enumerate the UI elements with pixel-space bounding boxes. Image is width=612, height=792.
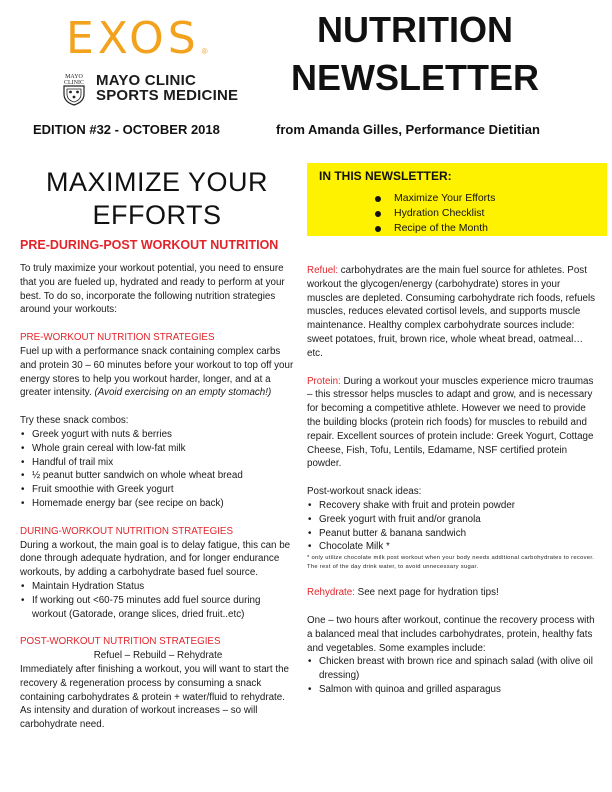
mayo-line2: SPORTS MEDICINE xyxy=(96,87,239,104)
list-item: • Fruit smoothie with Greek yogurt xyxy=(20,483,296,497)
post-workout-tagline: Refuel – Rebuild – Rehydrate xyxy=(93,650,223,662)
post-workout-section xyxy=(20,635,296,732)
snack-intro: Try these snack combos: xyxy=(20,415,129,427)
list-item: • Salmon with quinoa and grilled asparagus xyxy=(307,683,597,697)
post-workout-body: Immediately after finishing a workout, you will want to start the recovery & regeneration process by consuming a snack containing carbohydrates & protein + water/fluid to rehydrate. As intensity and duration of workout increases – so will carbohydrate need. xyxy=(20,663,289,731)
post-ideas-list xyxy=(307,499,597,554)
during-workout-section xyxy=(20,525,296,622)
during-list xyxy=(20,580,296,621)
author-label: from Amanda Gilles, Performance Dietitian xyxy=(276,122,540,137)
rehydrate-label: Rehydrate: xyxy=(307,587,355,599)
pre-workout-body: Fuel up with a performance snack containing complex carbs and protein 30 – 60 minutes before your workout to top off your energy stores to help you workout harder, longer, and at a greater intensity. (Avoid exercising on an empty stomach!) xyxy=(20,345,294,399)
toc-item: Maximize Your Efforts xyxy=(375,191,595,206)
hero-line1: MAXIMIZE YOUR xyxy=(45,167,269,197)
protein-label: Protein: xyxy=(307,375,341,387)
list-item: • If working out <60-75 minutes add fuel source during workout (Gatorade, orange slices, dried fruit..etc) xyxy=(20,594,296,622)
meal-body: One – two hours after workout, continue the recovery process with a balanced meal that includes carbohydrates, protein, healthy fats and vegetables. Some examples include: xyxy=(307,614,595,654)
rehydrate-paragraph: Rehydrate: See next page for hydration tips! xyxy=(307,587,499,599)
pre-workout-note: (Avoid exercising on an empty stomach!) xyxy=(94,387,272,399)
in-this-newsletter-box xyxy=(307,163,607,236)
during-workout-body: During a workout, the main goal is to delay fatigue, this can be done through adequate hydration, and for longer endurance workouts, by adding a carbohydrate based fuel source. xyxy=(20,539,291,579)
in-this-title: IN THIS NEWSLETTER: xyxy=(319,169,452,183)
mayo-clinic-logo xyxy=(58,70,238,106)
list-item: • Maintain Hydration Status xyxy=(20,580,296,594)
during-workout-title: DURING-WORKOUT NUTRITION STRATEGIES xyxy=(20,525,233,537)
mayo-shield-line2: CLINIC xyxy=(64,80,84,86)
hero-line2: EFFORTS xyxy=(92,200,222,230)
refuel-label: Refuel: xyxy=(307,265,339,276)
exos-logo xyxy=(66,13,208,64)
bullet-icon xyxy=(375,196,381,202)
snack-list xyxy=(20,428,296,511)
chocolate-milk-footnote: * only utilize chocolate milk post workout when your body needs additional carbohydrates to recover. The rest of the day drink water, to avoid unnecessary sugar. xyxy=(307,555,595,571)
list-item: • Greek yogurt with fruit and/or granola xyxy=(307,513,597,527)
list-item: • ½ peanut butter sandwich on whole wheat bread xyxy=(20,469,296,483)
post-workout-title: POST-WORKOUT NUTRITION STRATEGIES xyxy=(20,636,221,648)
edition-label: EDITION #32 - OCTOBER 2018 xyxy=(33,122,220,137)
refuel-paragraph: Refuel: carbohydrates are the main fuel source for athletes. Post workout the glycogen/energy (carbohydrate) stores in your muscles are depleted. Consuming carbohydrate rich foods, refuels muscles, reduces elevated cortisol levels, and supports muscle maintenance. Healthy complex carbohydrate sources include: sweet potatoes, fruit, brown rice, whole wheat bread, oatmeal…etc. xyxy=(307,265,596,359)
pre-workout-section xyxy=(20,331,296,400)
list-item: • Recovery shake with fruit and protein powder xyxy=(307,499,597,513)
mayo-line1: MAYO CLINIC xyxy=(96,72,196,89)
title-line2: NEWSLETTER xyxy=(291,57,539,98)
list-item: • Chocolate Milk * xyxy=(307,540,597,554)
list-item: • Whole grain cereal with low-fat milk xyxy=(20,442,296,456)
list-item: • Greek yogurt with nuts & berries xyxy=(20,428,296,442)
hero-heading xyxy=(26,166,288,232)
title-line1: NUTRITION xyxy=(317,9,513,50)
left-column xyxy=(20,262,296,732)
right-column xyxy=(307,264,597,697)
section-heading: PRE-DURING-POST WORKOUT NUTRITION xyxy=(20,238,279,252)
registered-mark: ® xyxy=(201,47,208,56)
toc-item: Recipe of the Month xyxy=(375,221,595,236)
bullet-icon xyxy=(375,211,381,217)
bullet-icon xyxy=(375,226,381,232)
toc-list xyxy=(375,191,595,236)
snack-combos xyxy=(20,414,296,511)
list-item: • Peanut butter & banana sandwich xyxy=(307,527,597,541)
list-item: • Handful of trail mix xyxy=(20,456,296,470)
meal-section xyxy=(307,614,597,697)
list-item: • Chicken breast with brown rice and spinach salad (with olive oil dressing) xyxy=(307,655,597,683)
pre-workout-title: PRE-WORKOUT NUTRITION STRATEGIES xyxy=(20,332,215,344)
mayo-shield-line1: MAYO xyxy=(65,74,83,80)
toc-item: Hydration Checklist xyxy=(375,206,595,221)
list-item: • Homemade energy bar (see recipe on back) xyxy=(20,497,296,511)
mayo-wordmark xyxy=(96,73,238,103)
post-snack-ideas xyxy=(307,485,597,572)
meal-list xyxy=(307,655,597,696)
protein-paragraph: Protein: During a workout your muscles experience micro traumas – this stressor helps muscles to adapt and grow, and is necessary for becoming a competitive athlete. However we need to provide the building blocks (protein rich foods) for muscles to rebuild and repair. Excellent sources of protein include: Greek Yogurt, Cottage Cheese, Fish, Tofu, Lentils, Edamame, NSF certified protein powder. xyxy=(307,375,594,470)
exos-wordmark: EXOS xyxy=(66,13,200,64)
intro-paragraph: To truly maximize your workout potential, you need to ensure that you are fueled up, hydrated and ready to perform at your best. To do so, incorporate the following nutrition strategies around your workouts: xyxy=(20,263,285,316)
post-ideas-intro: Post-workout snack ideas: xyxy=(307,486,422,498)
mayo-shield-icon xyxy=(58,70,90,106)
newsletter-title xyxy=(270,6,560,102)
